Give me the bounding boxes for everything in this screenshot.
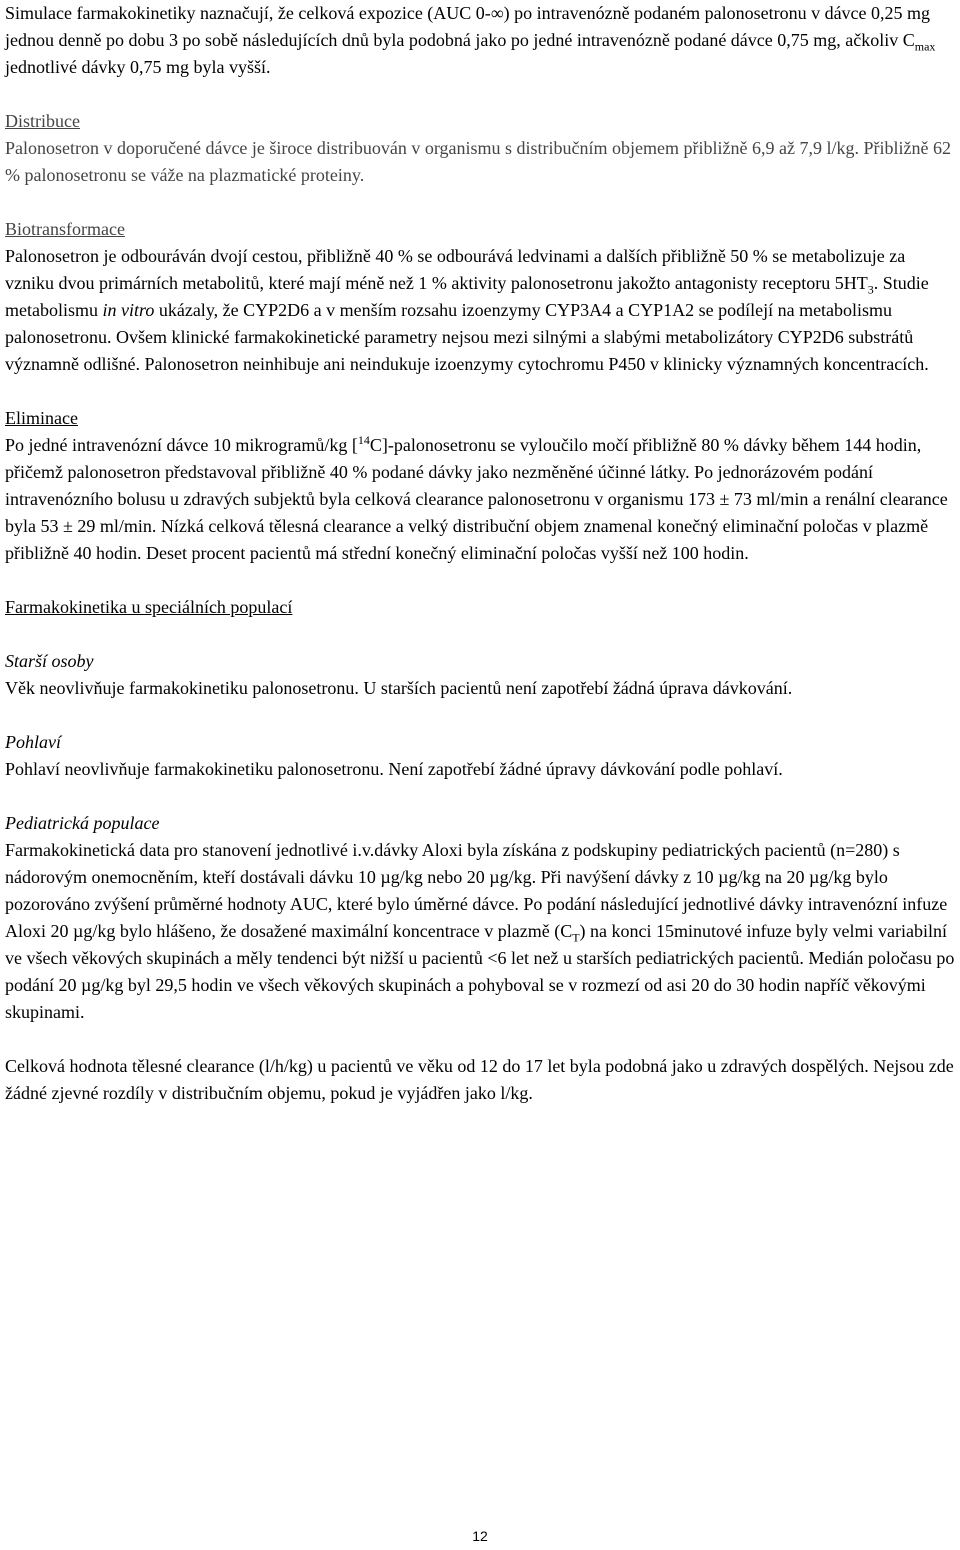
distribution-heading: Distribuce (5, 111, 80, 131)
cmax-subscript: max (914, 39, 936, 54)
elimination-text-b: C]-palonosetronu se vyloučilo močí přibližně 80 % dávky během 144 hodin, přičemž palonosetron představoval přibližně 40 % podané dávky jako nezměněné účinné látky. Po jednorázovém podání intravenózního bolusu u zdravých subjektů byla celková clearance palonosetronu v organismu 173 ± 73 ml/min a renální clearance byla 53 ± 29 ml/min. Nízká celková tělesná clearance a velký distribuční objem znamenal konečný eliminační poločas v plazmě přibližně 40 hodin. Deset procent pacientů má střední konečný eliminační poločas vyšší než 100 hodin. (5, 435, 948, 563)
gender-heading: Pohlaví (5, 732, 61, 752)
pediatric-clearance-paragraph: Celková hodnota tělesné clearance (l/h/kg) u pacientů ve věku od 12 do 17 let byla podobná jako u zdravých dospělých. Nejsou zde žádné zjevné rozdíly v distribučním objemu, pokud je vyjádřen jako l/kg. (5, 1056, 954, 1103)
biotransformation-text-b: . Studie metabolismu (5, 273, 929, 320)
intro-paragraph (5, 0, 957, 81)
c14-superscript: 14 (357, 433, 370, 447)
intro-text-b: ) po intravenózně podaném palonosetronu v dávce 0,25 mg jednou denně po dobu 3 po sobě následujících dnů byla podobná jako po jedné intravenózně podané dávce 0,75 mg, ačkoliv C (5, 3, 931, 50)
distribution-paragraph: Palonosetron v doporučené dávce je široce distribuován v organismu s distribučním objemem přibližně 6,9 až 7,9 l/kg. Přibližně 62 % palonosetronu se váže na plazmatické proteiny. (5, 138, 951, 185)
infinity-symbol: ∞ (490, 3, 504, 23)
5ht-subscript: 3 (867, 282, 874, 297)
special-populations-heading: Farmakokinetika u speciálních populací (5, 597, 293, 617)
pediatric-text-a: Farmakokinetická data pro stanovení jednotlivé i.v.dávky Aloxi byla získána z podskupiny pediatrických pacientů (n=280) s nádorovým onemocněním, kteří dostávali dávku 10 µg/kg nebo 20 µg/kg. Při navýšení dávky z 10 µg/kg na 20 µg/kg bylo pozorováno zvýšení průměrné hodnoty AUC, které bylo úměrné dávce. Po podání následující jednotlivé dávky intravenózní infuze Aloxi 20 µg/kg bylo hlášeno, že dosažené maximální koncentrace v plazmě (C (5, 840, 948, 941)
pediatric-heading: Pediatrická populace (5, 813, 160, 833)
elimination-paragraph (5, 432, 957, 567)
biotransformation-text-a: Palonosetron je odbouráván dvojí cestou, přibližně 40 % se odbourává ledvinami a dalších přibližně 50 % se metabolizuje za vzniku dvou primárních metabolitů, které mají méně než 1 % aktivity palonosetronu jakožto antagonisty receptoru 5HT (5, 246, 906, 293)
gender-paragraph: Pohlaví neovlivňuje farmakokinetiku palonosetronu. Není zapotřebí žádné úpravy dávkování podle pohlaví. (5, 759, 783, 779)
biotransformation-heading: Biotransformace (5, 219, 125, 239)
page-number: 12 (472, 1528, 488, 1544)
in-vitro-italic: in vitro (102, 300, 155, 320)
elimination-text-a: Po jedné intravenózní dávce 10 mikrogramů/kg [ (5, 435, 358, 455)
intro-text-c: jednotlivé dávky 0,75 mg byla vyšší. (5, 57, 271, 77)
biotransformation-paragraph (5, 243, 957, 378)
ct-subscript: T (572, 930, 580, 945)
elderly-paragraph: Věk neovlivňuje farmakokinetiku palonosetronu. U starších pacientů není zapotřebí žádná úprava dávkování. (5, 678, 793, 698)
pediatric-text-b: ) na konci 15minutové infuze byly velmi variabilní ve všech věkových skupinách a měly tendenci být nižší u pacientů <6 let než u starších pediatrických pacientů. Medián poločasu po podání 20 µg/kg byl 29,5 hodin ve všech věkových skupinách a pohyboval se v rozmezí od asi 20 do 30 hodin napříč věkovými skupinami. (5, 921, 955, 1022)
document-page (5, 0, 957, 1107)
biotransformation-text-c: ukázaly, že CYP2D6 a v menším rozsahu izoenzymy CYP3A4 a CYP1A2 se podílejí na metabolismu palonosetronu. Ovšem klinické farmakokinetické parametry nejsou mezi silnými a slabými metabolizátory CYP2D6 substrátů významně odlišné. Palonosetron neinhibuje ani neindukuje izoenzymy cytochromu P450 v klinicky významných koncentracích. (5, 300, 929, 374)
elderly-heading: Starší osoby (5, 651, 94, 671)
intro-text-a: Simulace farmakokinetiky naznačují, že celková expozice (AUC 0- (5, 3, 491, 23)
elimination-heading: Eliminace (5, 408, 78, 428)
pediatric-paragraph (5, 837, 957, 1026)
